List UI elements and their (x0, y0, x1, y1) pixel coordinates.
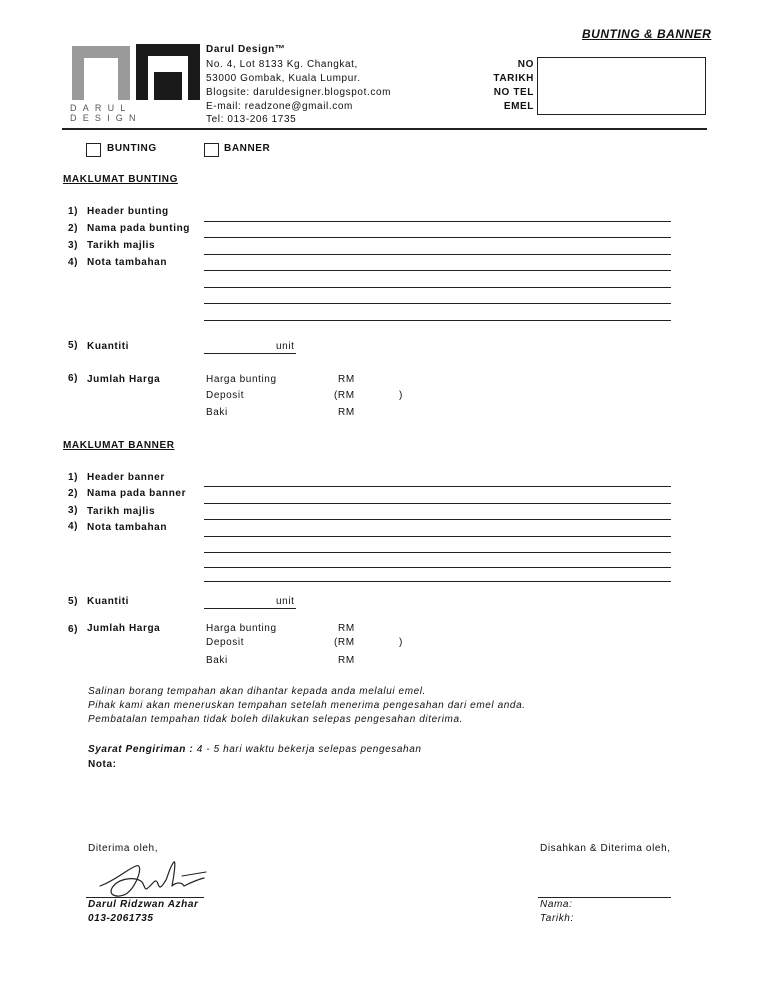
bunting-qty-line[interactable] (204, 353, 296, 354)
bunting-item-number: 1) (68, 206, 79, 217)
bunting-note-line[interactable] (204, 287, 671, 288)
shipping-text: 4 - 5 hari waktu bekerja selepas pengesahan (196, 744, 422, 755)
darul-design-logo (70, 42, 202, 123)
bunting-price-row-label: Harga bunting (206, 374, 277, 385)
document-title: BUNTING & BANNER (582, 27, 712, 41)
company-tel: Tel: 013-206 1735 (206, 114, 297, 125)
banner-item-number: 2) (68, 488, 79, 499)
bunting-note-line[interactable] (204, 303, 671, 304)
bunting-price-label: Jumlah Harga (87, 374, 161, 385)
bunting-item-label: Header bunting (87, 206, 169, 217)
bunting-item-number: 4) (68, 257, 79, 268)
name-label: Nama: (540, 899, 573, 910)
bunting-price-row-label: Baki (206, 407, 228, 418)
company-name: Darul Design™ (206, 44, 286, 55)
banner-note-line[interactable] (204, 536, 671, 537)
bunting-item-number: 2) (68, 223, 79, 234)
bunting-note-line[interactable] (204, 270, 671, 271)
banner-price-row-value: (RM (334, 637, 355, 648)
header-info-box[interactable] (537, 57, 706, 115)
bunting-price-row-close: ) (399, 390, 403, 401)
note-line-3: Pembatalan tempahan tidak boleh dilakukan selepas pengesahan diterima. (88, 714, 464, 725)
bunting-price-row-value: RM (338, 374, 355, 385)
banner-checkbox[interactable] (204, 143, 219, 157)
bunting-date-line[interactable] (204, 254, 671, 255)
banner-item-label: Tarikh majlis (87, 506, 156, 517)
banner-header-line[interactable] (204, 486, 671, 487)
bunting-item-label: Tarikh majlis (87, 240, 156, 251)
shipping-label: Syarat Pengiriman : (88, 744, 194, 755)
signature-line-right[interactable] (538, 897, 671, 898)
date-label: Tarikh: (540, 913, 574, 924)
company-address-2: 53000 Gombak, Kuala Lumpur. (206, 73, 361, 84)
field-label-no-tel: NO TEL (493, 87, 534, 98)
banner-price-row-close: ) (399, 637, 403, 648)
banner-price-row-label: Baki (206, 655, 228, 666)
banner-price-label: Jumlah Harga (87, 623, 161, 634)
company-address-1: No. 4, Lot 8133 Kg. Changkat, (206, 59, 358, 70)
banner-item-label: Nama pada banner (87, 488, 187, 499)
received-by-label: Diterima oleh, (88, 843, 159, 854)
bunting-item-label: Nama pada bunting (87, 223, 190, 234)
banner-item-number: 3) (68, 505, 79, 516)
banner-qty-number: 5) (68, 596, 79, 607)
bunting-item-label: Nota tambahan (87, 257, 168, 268)
bunting-price-row-label: Deposit (206, 390, 245, 401)
company-email: E-mail: readzone@gmail.com (206, 101, 353, 112)
note-line-1: Salinan borang tempahan akan dihantar kepada anda melalui emel. (88, 686, 427, 697)
bunting-price-row-value: (RM (334, 390, 355, 401)
bunting-name-line[interactable] (204, 237, 671, 238)
header-divider (62, 128, 707, 130)
bunting-qty-unit: unit (276, 341, 295, 352)
banner-note-line[interactable] (204, 567, 671, 568)
company-blog: Blogsite: daruldesigner.blogspot.com (206, 87, 392, 98)
bunting-option-label: BUNTING (107, 143, 157, 154)
bunting-price-row-value: RM (338, 407, 355, 418)
logo-wordmark: DARUL DESIGN (70, 103, 142, 123)
banner-item-number: 4) (68, 521, 79, 532)
bunting-checkbox[interactable] (86, 143, 101, 157)
bunting-header-line[interactable] (204, 221, 671, 222)
field-label-emel: EMEL (503, 101, 534, 112)
banner-item-number: 1) (68, 472, 79, 483)
banner-date-line[interactable] (204, 519, 671, 520)
bunting-item-number: 3) (68, 240, 79, 251)
signer-phone: 013-2061735 (88, 913, 154, 924)
banner-option-label: BANNER (224, 143, 271, 154)
banner-price-row-label: Harga bunting (206, 623, 277, 634)
banner-note-line[interactable] (204, 581, 671, 582)
signature-line-left (86, 897, 204, 898)
banner-section-heading: MAKLUMAT BANNER (63, 440, 175, 451)
banner-price-number: 6) (68, 624, 79, 635)
banner-qty-unit: unit (276, 596, 295, 607)
bunting-qty-label: Kuantiti (87, 341, 130, 352)
banner-qty-line[interactable] (204, 608, 296, 609)
confirmed-by-label: Disahkan & Diterima oleh, (540, 843, 671, 854)
banner-item-label: Header banner (87, 472, 165, 483)
field-label-tarikh: TARIKH (493, 73, 534, 84)
banner-qty-label: Kuantiti (87, 596, 130, 607)
banner-name-line[interactable] (204, 503, 671, 504)
bunting-price-number: 6) (68, 373, 79, 384)
bunting-note-line[interactable] (204, 320, 671, 321)
note-line-2: Pihak kami akan meneruskan tempahan setelah menerima pengesahan dari emel anda. (88, 700, 526, 711)
nota-label: Nota: (88, 759, 117, 770)
banner-price-row-value: RM (338, 655, 355, 666)
bunting-section-heading: MAKLUMAT BUNTING (63, 174, 178, 185)
banner-price-row-value: RM (338, 623, 355, 634)
banner-item-label: Nota tambahan (87, 522, 168, 533)
field-label-no: NO (517, 59, 534, 70)
shipping-terms (88, 744, 422, 755)
bunting-qty-number: 5) (68, 340, 79, 351)
signer-name: Darul Ridzwan Azhar (88, 899, 199, 910)
banner-price-row-label: Deposit (206, 637, 245, 648)
banner-note-line[interactable] (204, 552, 671, 553)
